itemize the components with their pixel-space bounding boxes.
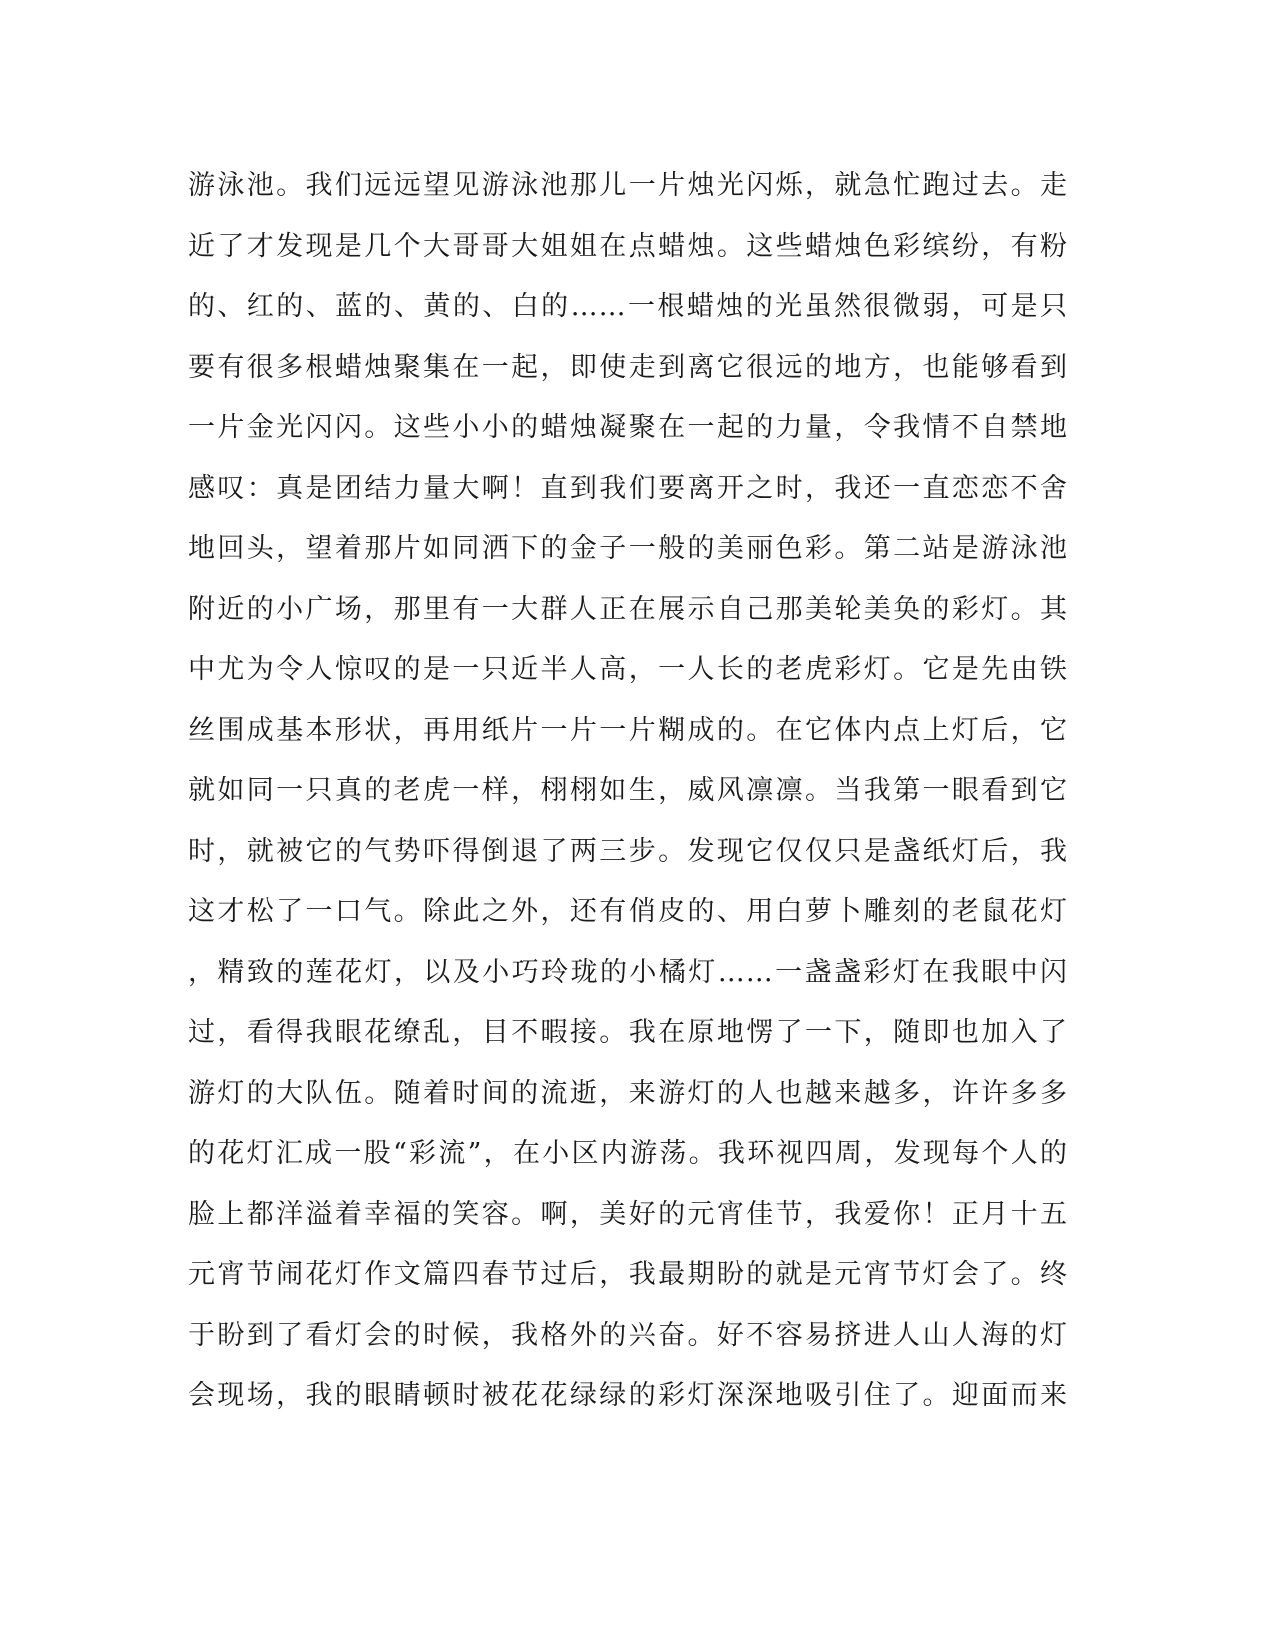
text-line: 游灯的大队伍。随着时间的流逝，来游灯的人也越来越多，许许多多 <box>188 1077 1068 1109</box>
text-line: 脸上都洋溢着幸福的笑容。啊，美好的元宵佳节，我爱你！正月十五 <box>188 1198 1068 1230</box>
text-line: 时，就被它的气势吓得倒退了两三步。发现它仅仅只是盏纸灯后，我 <box>188 835 1068 867</box>
text-line: 丝围成基本形状，再用纸片一片一片糊成的。在它体内点上灯后，它 <box>188 714 1068 746</box>
text-line: 要有很多根蜡烛聚集在一起，即使走到离它很远的地方，也能够看到 <box>188 351 1068 383</box>
text-line: 过，看得我眼花缭乱，目不暇接。我在原地愣了一下，随即也加入了 <box>188 1017 1068 1048</box>
text-line: 附近的小广场，那里有一大群人正在展示自己那美轮美奂的彩灯。其 <box>188 593 1068 625</box>
essay-body <box>188 156 1068 1427</box>
text-line: 感叹：真是团结力量大啊！直到我们要离开之时，我还一直恋恋不舍 <box>188 472 1068 504</box>
text-line: 元宵节闹花灯作文篇四春节过后，我最期盼的就是元宵节灯会了。终 <box>188 1259 1068 1290</box>
text-line: 中尤为令人惊叹的是一只近半人高，一人长的老虎彩灯。它是先由铁 <box>188 654 1068 685</box>
text-line: 就如同一只真的老虎一样，栩栩如生，威风凛凛。当我第一眼看到它 <box>188 775 1068 806</box>
text-line: 近了才发现是几个大哥哥大姐姐在点蜡烛。这些蜡烛色彩缤纷，有粉 <box>188 230 1068 262</box>
text-line: 这才松了一口气。除此之外，还有俏皮的、用白萝卜雕刻的老鼠花灯 <box>188 896 1068 927</box>
text-line: 的、红的、蓝的、黄的、白的……一根蜡烛的光虽然很微弱，可是只 <box>188 291 1068 322</box>
text-line: 游泳池。我们远远望见游泳池那儿一片烛光闪烁，就急忙跑过去。走 <box>188 170 1068 201</box>
text-line: 一片金光闪闪。这些小小的蜡烛凝聚在一起的力量，令我情不自禁地 <box>188 412 1068 443</box>
text-line: 地回头，望着那片如同洒下的金子一般的美丽色彩。第二站是游泳池 <box>188 533 1068 564</box>
text-line: ，精致的莲花灯，以及小巧玲珑的小橘灯……一盏盏彩灯在我眼中闪 <box>188 956 1068 988</box>
text-line: 于盼到了看灯会的时候，我格外的兴奋。好不容易挤进人山人海的灯 <box>188 1319 1068 1351</box>
text-line: 的花灯汇成一股“彩流”，在小区内游荡。我环视四周，发现每个人的 <box>188 1138 1068 1169</box>
text-line: 会现场，我的眼睛顿时被花花绿绿的彩灯深深地吸引住了。迎面而来 <box>188 1380 1068 1411</box>
